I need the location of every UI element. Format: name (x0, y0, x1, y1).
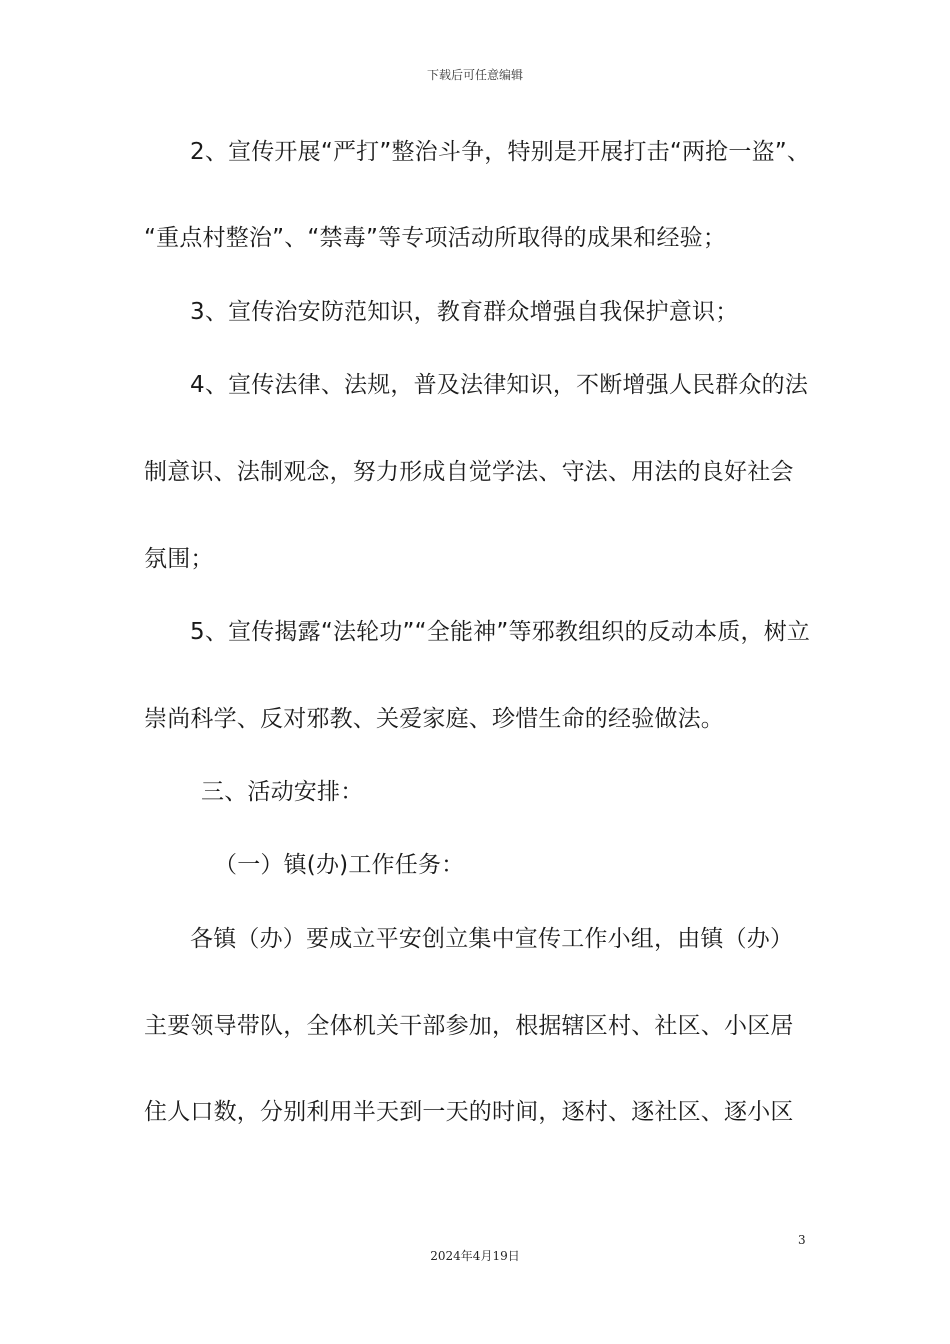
paragraph-line: 崇尚科学、反对邪教、关爱家庭、珍惜生命的经验做法。 (144, 706, 724, 732)
paragraph-line: “重点村整治”、“禁毒”等专项活动所取得的成果和经验； (144, 225, 727, 251)
section-heading: 三、活动安排： (201, 779, 364, 805)
subsection-heading: （一）镇(办)工作任务： (214, 852, 465, 878)
paragraph-line: 主要领导带队，全体机关干部参加，根据辖区村、社区、小区居 (144, 1013, 794, 1039)
paragraph-line: 氛围； (144, 546, 214, 572)
paragraph-line: 3、宣传治安防范知识，教育群众增强自我保护意识； (190, 299, 739, 325)
paragraph-line: 住人口数，分别利用半天到一天的时间，逐村、逐社区、逐小区 (144, 1099, 794, 1125)
paragraph-line: 4、宣传法律、法规，普及法律知识，不断增强人民群众的法 (190, 372, 809, 398)
paragraph-line: 制意识、法制观念，努力形成自觉学法、守法、用法的良好社会 (144, 459, 794, 485)
paragraph-line: 2、宣传开展“严打”整治斗争，特别是开展打击“两抢一盗”、 (190, 139, 811, 165)
header-note: 下载后可任意编辑 (426, 68, 523, 82)
paragraph-line: 各镇（办）要成立平安创立集中宣传工作小组，由镇（办） (190, 926, 794, 952)
paragraph-line: 5、宣传揭露“法轮功”“全能神”等邪教组织的反动本质，树立 (190, 619, 811, 645)
footer-date: 2024年4月19日 (430, 1249, 520, 1263)
page-number: 3 (798, 1233, 806, 1247)
